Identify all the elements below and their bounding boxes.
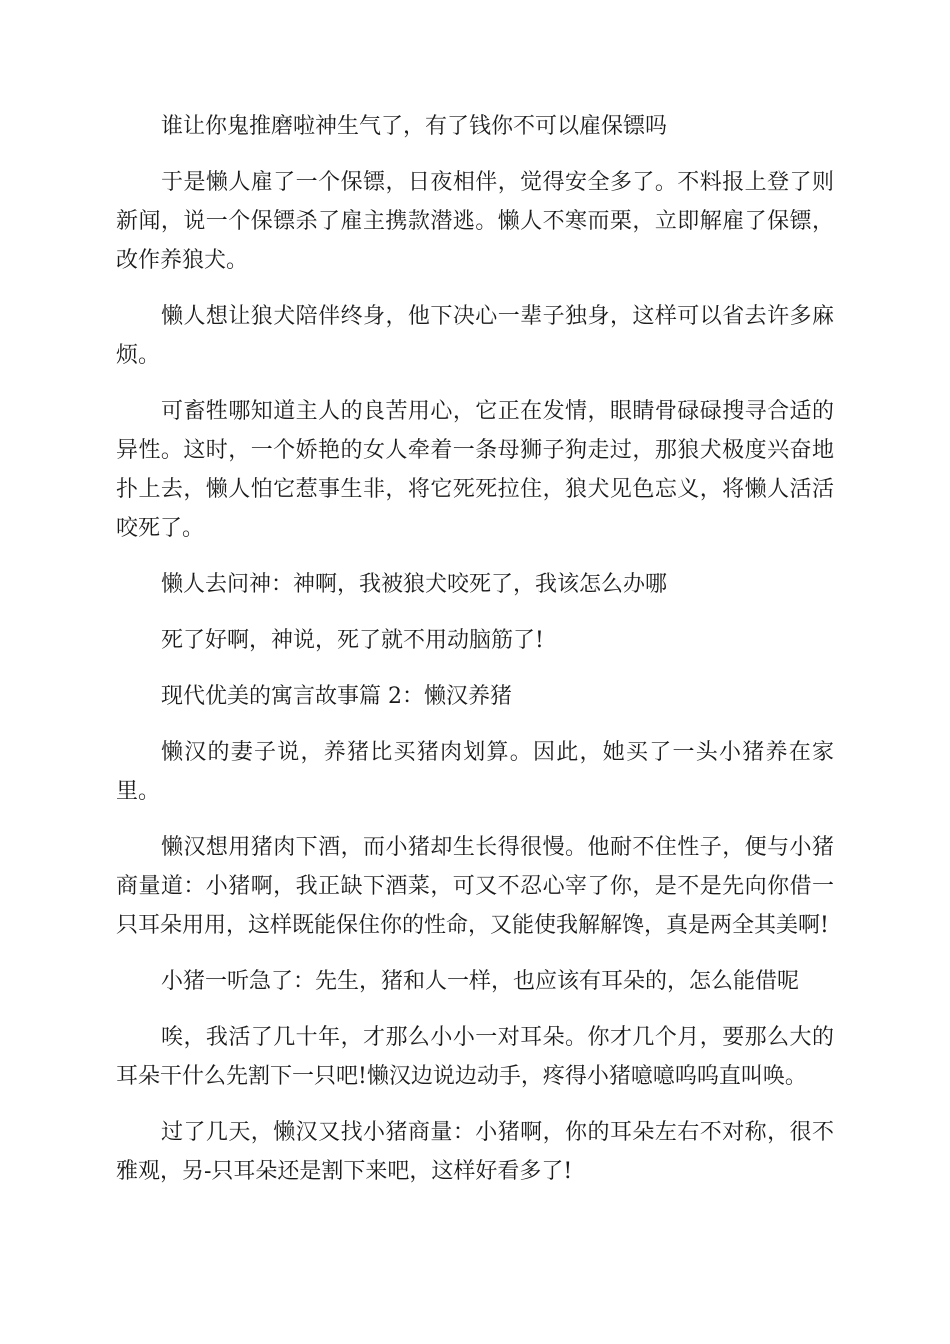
document-body — [116, 107, 834, 1208]
paragraph: 可畜牲哪知道主人的良苦用心，它正在发情，眼睛骨碌碌搜寻合适的异性。这时，一个娇艳的女人牵着一条母狮子狗走过，那狼犬极度兴奋地扑上去，懒人怕它惹事生非，将它死死拉住，狼犬见色忘义，将懒人活活咬死了。 — [116, 399, 834, 541]
paragraph: 过了几天，懒汉又找小猪商量：小猪啊，你的耳朵左右不对称，很不雅观，另-只耳朵还是割下来吧，这样好看多了! — [116, 1120, 834, 1184]
section-heading: 现代优美的寓言故事篇 2：懒汉养猪 — [161, 684, 512, 709]
paragraph: 于是懒人雇了一个保镖，日夜相伴，觉得安全多了。不料报上登了则新闻，说一个保镖杀了雇主携款潜逃。懒人不寒而栗，立即解雇了保镖，改作养狼犬。 — [116, 170, 834, 273]
paragraph: 懒人去问神：神啊，我被狼犬咬死了，我该怎么办哪 — [161, 572, 668, 597]
paragraph: 谁让你鬼推磨啦神生气了，有了钱你不可以雇保镖吗 — [161, 114, 668, 139]
paragraph: 死了好啊，神说，死了就不用动脑筋了! — [161, 628, 544, 653]
paragraph: 小猪一听急了：先生，猪和人一样，也应该有耳朵的，怎么能借呢 — [161, 969, 800, 994]
paragraph: 懒汉的妻子说，养猪比买猪肉划算。因此，她买了一头小猪养在家里。 — [116, 740, 834, 804]
paragraph: 懒人想让狼犬陪伴终身，他下决心一辈子独身，这样可以省去许多麻烦。 — [116, 304, 834, 368]
paragraph: 懒汉想用猪肉下酒，而小猪却生长得很慢。他耐不住性子，便与小猪商量道：小猪啊，我正缺下酒菜，可又不忍心宰了你，是不是先向你借一只耳朵用用，这样既能保住你的性命，又能使我解解馋，真是两全其美啊! — [116, 835, 834, 938]
paragraph: 唉，我活了几十年，才那么小小一对耳朵。你才几个月，要那么大的耳朵干什么先割下一只吧!懒汉边说边动手，疼得小猪噫噫呜呜直叫唤。 — [116, 1025, 834, 1089]
